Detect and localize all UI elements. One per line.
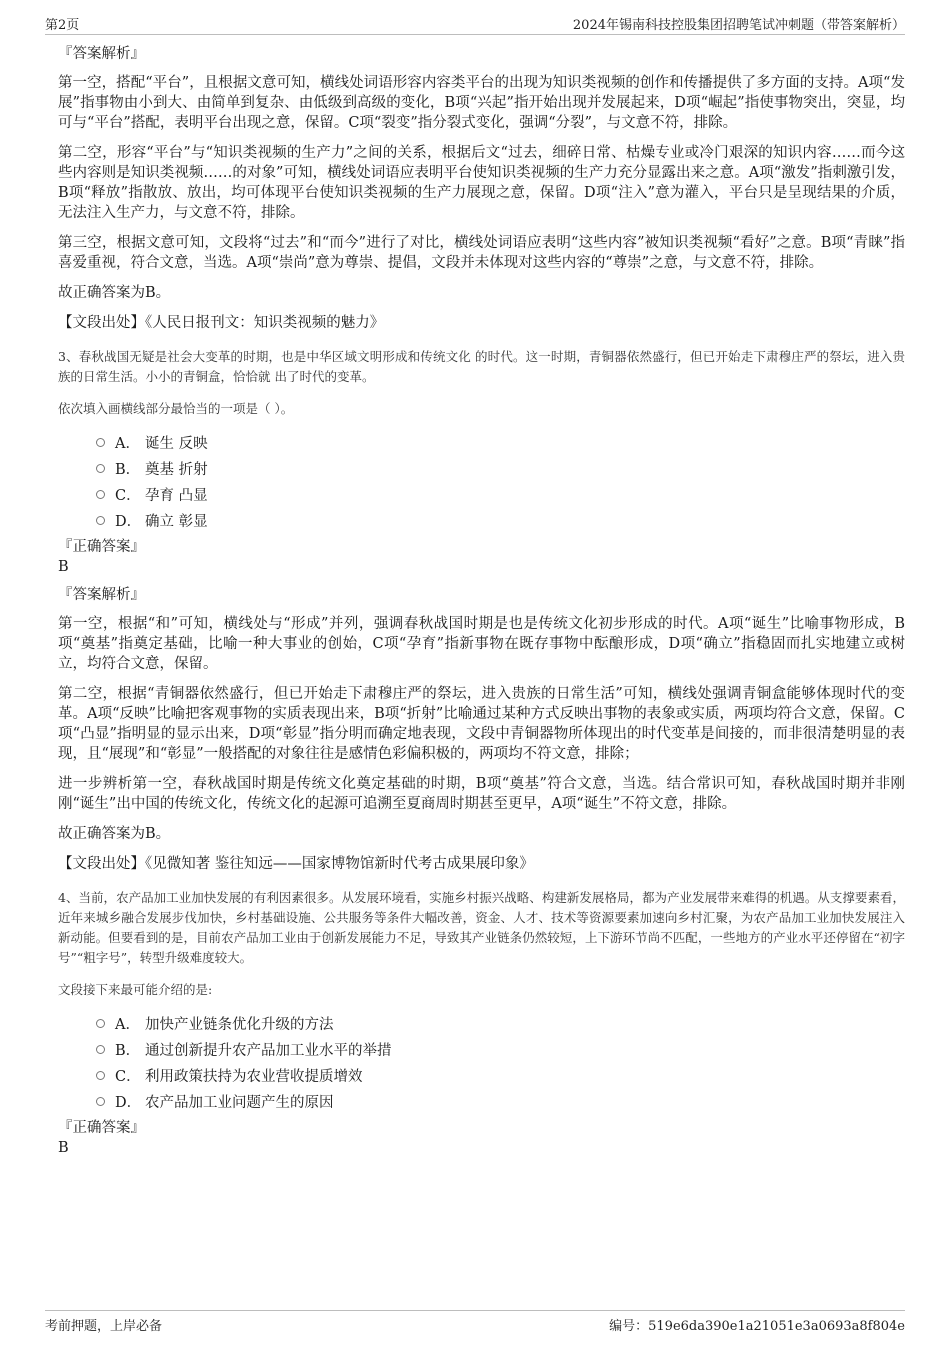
q4-question-text: 4、当前，农产品加工业加快发展的有利因素很多。从发展环境看，实施乡村振兴战略、构建新发展格局，都为产业发展带来难得的机遇。从支撑要素看，近年来城乡融合发展步伐加快，乡村基础设施、公共服务等条件大幅改善，资金、人才、技术等资源要素加速向乡村汇聚，为农产品加工业加快发展注入新动能。但要看到的是，目前农产品加工业由于创新发展能力不足，导致其产业链条仍然较短，上下游环节尚不匹配，一些地方的产业水平还停留在“初字号”“粗字号”，转型升级难度较大。: [58, 890, 905, 965]
q4-answer: B: [58, 1140, 69, 1156]
radio-icon[interactable]: [96, 490, 105, 499]
option-letter: D．: [115, 1094, 142, 1111]
option-letter: A．: [115, 435, 140, 452]
q2-conclusion: 故正确答案为B。: [58, 285, 171, 301]
q3-question-text: 3、春秋战国无疑是社会大变革的时期，也是中华区域文明形成和传统文化 的时代。这一时期，青铜器依然盛行，但已开始走下肃穆庄严的祭坛，进入贵族的日常生活。小小的青铜盒，恰恰就 出了时代的变革。: [58, 349, 905, 384]
q3-option-b[interactable]: [96, 455, 905, 481]
q3-prompt: 依次填入画横线部分最恰当的一项是（ ）。: [58, 401, 294, 416]
document-body: [58, 44, 905, 1166]
option-letter: C．: [115, 487, 141, 504]
radio-icon[interactable]: [96, 464, 105, 473]
option-text: 通过创新提升农产品加工业水平的举措: [145, 1042, 392, 1059]
q4-option-c[interactable]: [96, 1062, 905, 1088]
option-letter: B．: [115, 461, 141, 478]
page-header: [45, 12, 905, 35]
q3-analysis-paragraph: 进一步辨析第一空，春秋战国时期是传统文化奠定基础的时期，B项“奠基”符合文意，当选。结合常识可知，春秋战国时期并非刚刚“诞生”出中国的传统文化，传统文化的起源可追溯至夏商周时期甚至更早，A项“诞生”不符文意，排除。: [58, 776, 905, 812]
option-letter: A．: [115, 1016, 140, 1033]
q4-option-b[interactable]: [96, 1036, 905, 1062]
q4-option-d[interactable]: [96, 1088, 905, 1114]
radio-icon[interactable]: [96, 1071, 105, 1080]
q4-prompt: 文段接下来最可能介绍的是:: [58, 982, 213, 997]
q4-option-a[interactable]: [96, 1010, 905, 1036]
option-text: 孕育 凸显: [145, 487, 208, 504]
q3-answer-label: 『正确答案』: [58, 539, 145, 555]
q2-source: 【文段出处】《人民日报刊文：知识类视频的魅力》: [58, 315, 385, 331]
q3-analysis-label: 『答案解析』: [58, 587, 145, 603]
radio-icon[interactable]: [96, 1097, 105, 1106]
q4-options: [96, 1010, 905, 1114]
q3-analysis-paragraph: 第一空，根据“和”可知，横线处与“形成”并列，强调春秋战国时期是也是传统文化初步形成的时代。A项“诞生”比喻事物形成，B项“奠基”指奠定基础，比喻一种大事业的创始，C项“孕育”指新事物在既存事物中酝酿形成，D项“确立”指稳固而扎实地建立或树立，均符合文意，保留。: [58, 616, 905, 672]
q3-conclusion: 故正确答案为B。: [58, 826, 171, 842]
footer-doc-id: 编号：519e6da390e1a21051e3a0693a8f804e: [609, 1319, 905, 1334]
radio-icon[interactable]: [96, 516, 105, 525]
option-text: 确立 彰显: [145, 513, 208, 530]
option-text: 诞生 反映: [145, 435, 208, 452]
option-letter: C．: [115, 1068, 141, 1085]
q3-source: 【文段出处】《见微知著 鉴往知远——国家博物馆新时代考古成果展印象》: [58, 856, 534, 872]
q3-option-c[interactable]: [96, 481, 905, 507]
page-number: 第2页: [45, 18, 80, 33]
q3-analysis-paragraph: 第二空，根据“青铜器依然盛行，但已开始走下肃穆庄严的祭坛，进入贵族的日常生活”可知，横线处强调青铜盒能够体现时代的变革。A项“反映”比喻把客观事物的实质表现出来，B项“折射”比喻通过某种方式反映出事物的表象或实质，两项均符合文意，保留。C项“凸显”指明显的显示出来，D项“彰显”指分明而确定地表现，文段中青铜器物所体现出的时代变革是间接的，而非很清楚明显的表现，且“展现”和“彰显”一般搭配的对象往往是感情色彩偏积极的，两项均不符文意，排除；: [58, 686, 905, 762]
q3-option-a[interactable]: [96, 429, 905, 455]
q3-options: [96, 429, 905, 533]
q4-answer-label: 『正确答案』: [58, 1120, 145, 1136]
document-title: 2024年锡南科技控股集团招聘笔试冲刺题（带答案解析）: [572, 18, 905, 33]
option-text: 利用政策扶持为农业营收提质增效: [145, 1068, 363, 1085]
q2-analysis-paragraph: 第二空，形容“平台”与“知识类视频的生产力”之间的关系，根据后文“过去，细碎日常、枯燥专业或冷门艰深的知识内容……而今这些内容则是知识类视频……的对象”可知，横线处词语应表明平台使知识类视频的生产力充分显露出来之意。A项“激发”指刺激引发，B项“释放”指散放、放出，均可体现平台使知识类视频的生产力展现之意，保留。D项“注入”意为灌入，平台只是呈现结果的介质，无法注入生产力，与文意不符，排除。: [58, 145, 905, 221]
q3-option-d[interactable]: [96, 507, 905, 533]
radio-icon[interactable]: [96, 438, 105, 447]
footer-slogan: 考前押题，上岸必备: [45, 1319, 163, 1334]
page-footer: [45, 1310, 905, 1333]
q2-analysis-paragraph: 第一空，搭配“平台”，且根据文意可知，横线处词语形容内容类平台的出现为知识类视频的创作和传播提供了多方面的支持。A项“发展”指事物由小到大、由简单到复杂、由低级到高级的变化，B项“兴起”指开始出现并发展起来，D项“崛起”指使事物突出，突显，均可与“平台”搭配，表明平台出现之意，保留。C项“裂变”指分裂式变化，强调“分裂”，与文意不符，排除。: [58, 75, 905, 131]
radio-icon[interactable]: [96, 1019, 105, 1028]
option-text: 奠基 折射: [145, 461, 208, 478]
option-letter: D．: [115, 513, 142, 530]
q2-analysis-paragraph: 第三空，根据文意可知，文段将“过去”和“而今”进行了对比，横线处词语应表明“这些内容”被知识类视频“看好”之意。B项“青睐”指喜爱重视，符合文意，当选。A项“崇尚”意为尊崇、提倡，文段并未体现对这些内容的“尊崇”之意，与文意不符，排除。: [58, 235, 905, 271]
option-text: 加快产业链条优化升级的方法: [145, 1016, 334, 1033]
option-text: 农产品加工业问题产生的原因: [145, 1094, 334, 1111]
option-letter: B．: [115, 1042, 141, 1059]
radio-icon[interactable]: [96, 1045, 105, 1054]
q2-analysis-label: 『答案解析』: [58, 46, 145, 62]
q3-answer: B: [58, 559, 69, 575]
